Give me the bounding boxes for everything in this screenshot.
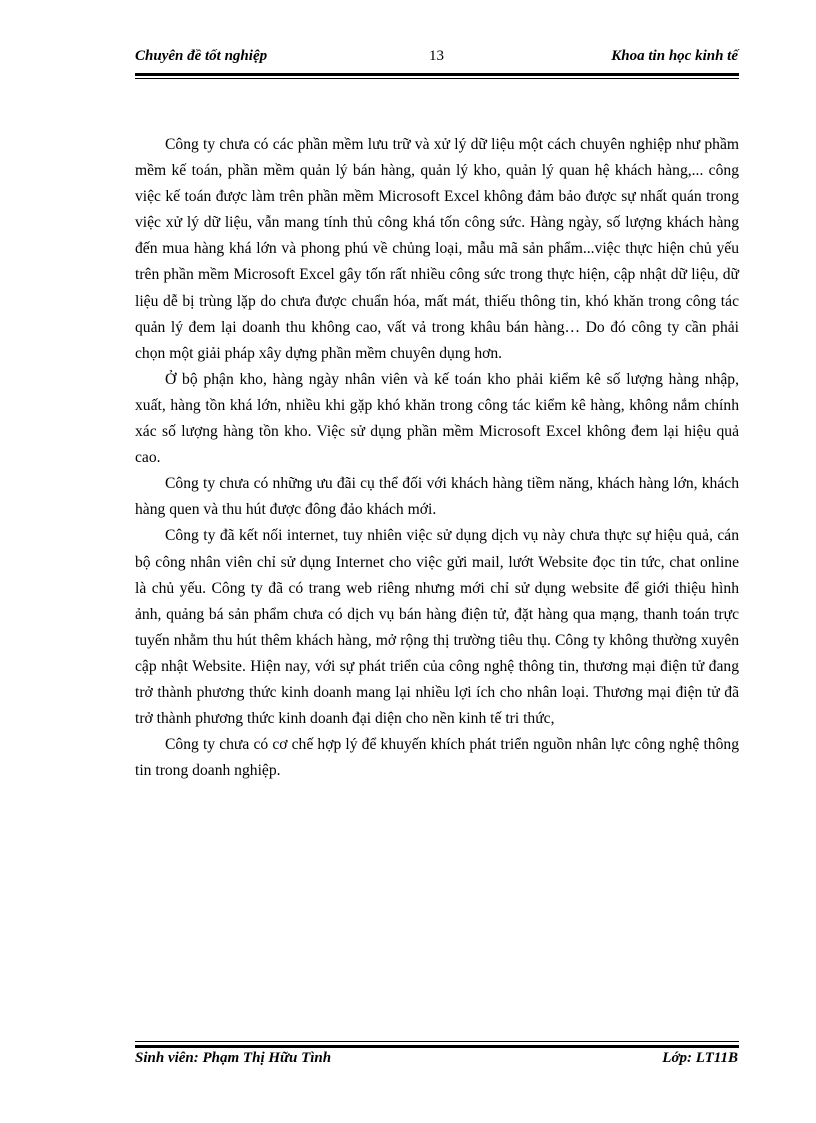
paragraph-software: Công ty chưa có các phần mềm lưu trữ và xử lý dữ liệu một cách chuyên nghiệp như phầm mềm kế toán, phần mềm quản lý bán hàng, quản lý kho, quản lý quan hệ khách hàng,... công việc kế toán được làm trên phần mềm Microsoft Excel không đảm bảo được sự nhất quán trong việc xử lý dữ liệu, vẫn mang tính thủ công khá tốn công sức. Hàng ngày, số lượng khách hàng đến mua hàng khá lớn và phong phú về chủng loại, mẫu mã sản phẩm...việc thực hiện chủ yếu trên phần mềm Microsoft Excel gây tốn rất nhiều công sức trong thực hiện, cập nhật dữ liệu, dữ liệu dễ bị trùng lặp do chưa được chuẩn hóa, mất mát, thiếu thông tin, khó khăn trong công tác quản lý đem lại doanh thu không cao, vất vả trong khâu bán hàng… Do đó công ty cần phải chọn một giải pháp xây dựng phần mềm chuyên dụng hơn. <box>135 136 739 362</box>
footer-class: Lớp: LT11B <box>662 1050 738 1066</box>
paragraph-internet: Công ty đã kết nối internet, tuy nhiên việc sử dụng dịch vụ này chưa thực sự hiệu quả, cán bộ công nhân viên chỉ sử dụng Internet cho việc gửi mail, lướt Website đọc tin tức, chat online là chủ yếu. Công ty đã có trang web riêng nhưng mới chỉ sử dụng website để giới thiệu hình ảnh, quảng bá sản phẩm chưa có dịch vụ bán hàng điện tử, đặt hàng qua mạng, thanh toán trực tuyến nhằm thu hút thêm khách hàng, mở rộng thị trường tiêu thụ. Công ty không thường xuyên cập nhật Website. Hiện nay, với sự phát triển của công nghệ thông tin, thương mại điện tử đang trở thành phương thức kinh doanh mang lại nhiều lợi ích cho nhân loại. Thương mại điện tử đã trở thành phương thức kinh doanh đại diện cho nền kinh tế tri thức, <box>135 527 739 728</box>
page-header <box>135 48 738 70</box>
footer-rule-thick <box>135 1045 739 1048</box>
document-body <box>135 132 739 784</box>
footer-rule-thin <box>135 1041 739 1042</box>
header-document-type: Chuyên đề tốt nghiệp <box>135 48 268 64</box>
footer-student: Sinh viên: Phạm Thị Hữu Tình <box>135 1050 332 1066</box>
paragraph-customers: Công ty chưa có những ưu đãi cụ thể đối với khách hàng tiềm năng, khách hàng lớn, khách hàng quen và thu hút được đông đảo khách mới. <box>135 475 739 519</box>
page-number: 13 <box>429 48 444 64</box>
header-rule-thin <box>135 78 739 79</box>
paragraph-warehouse: Ở bộ phận kho, hàng ngày nhân viên và kế toán kho phải kiểm kê số lượng hàng nhập, xuất, hàng tồn khá lớn, nhiều khi gặp khó khăn trong công tác kiểm kê hàng, không nắm chính xác số lượng hàng tồn kho. Việc sử dụng phần mềm Microsoft Excel không đem lại hiệu quả cao. <box>135 370 739 467</box>
page-footer <box>135 1050 738 1072</box>
header-department: Khoa tin học kinh tế <box>611 48 738 64</box>
header-rule-thick <box>135 73 739 76</box>
paragraph-hr: Công ty chưa có cơ chế hợp lý để khuyến khích phát triển nguồn nhân lực công nghệ thông tin trong doanh nghiệp. <box>135 736 739 780</box>
